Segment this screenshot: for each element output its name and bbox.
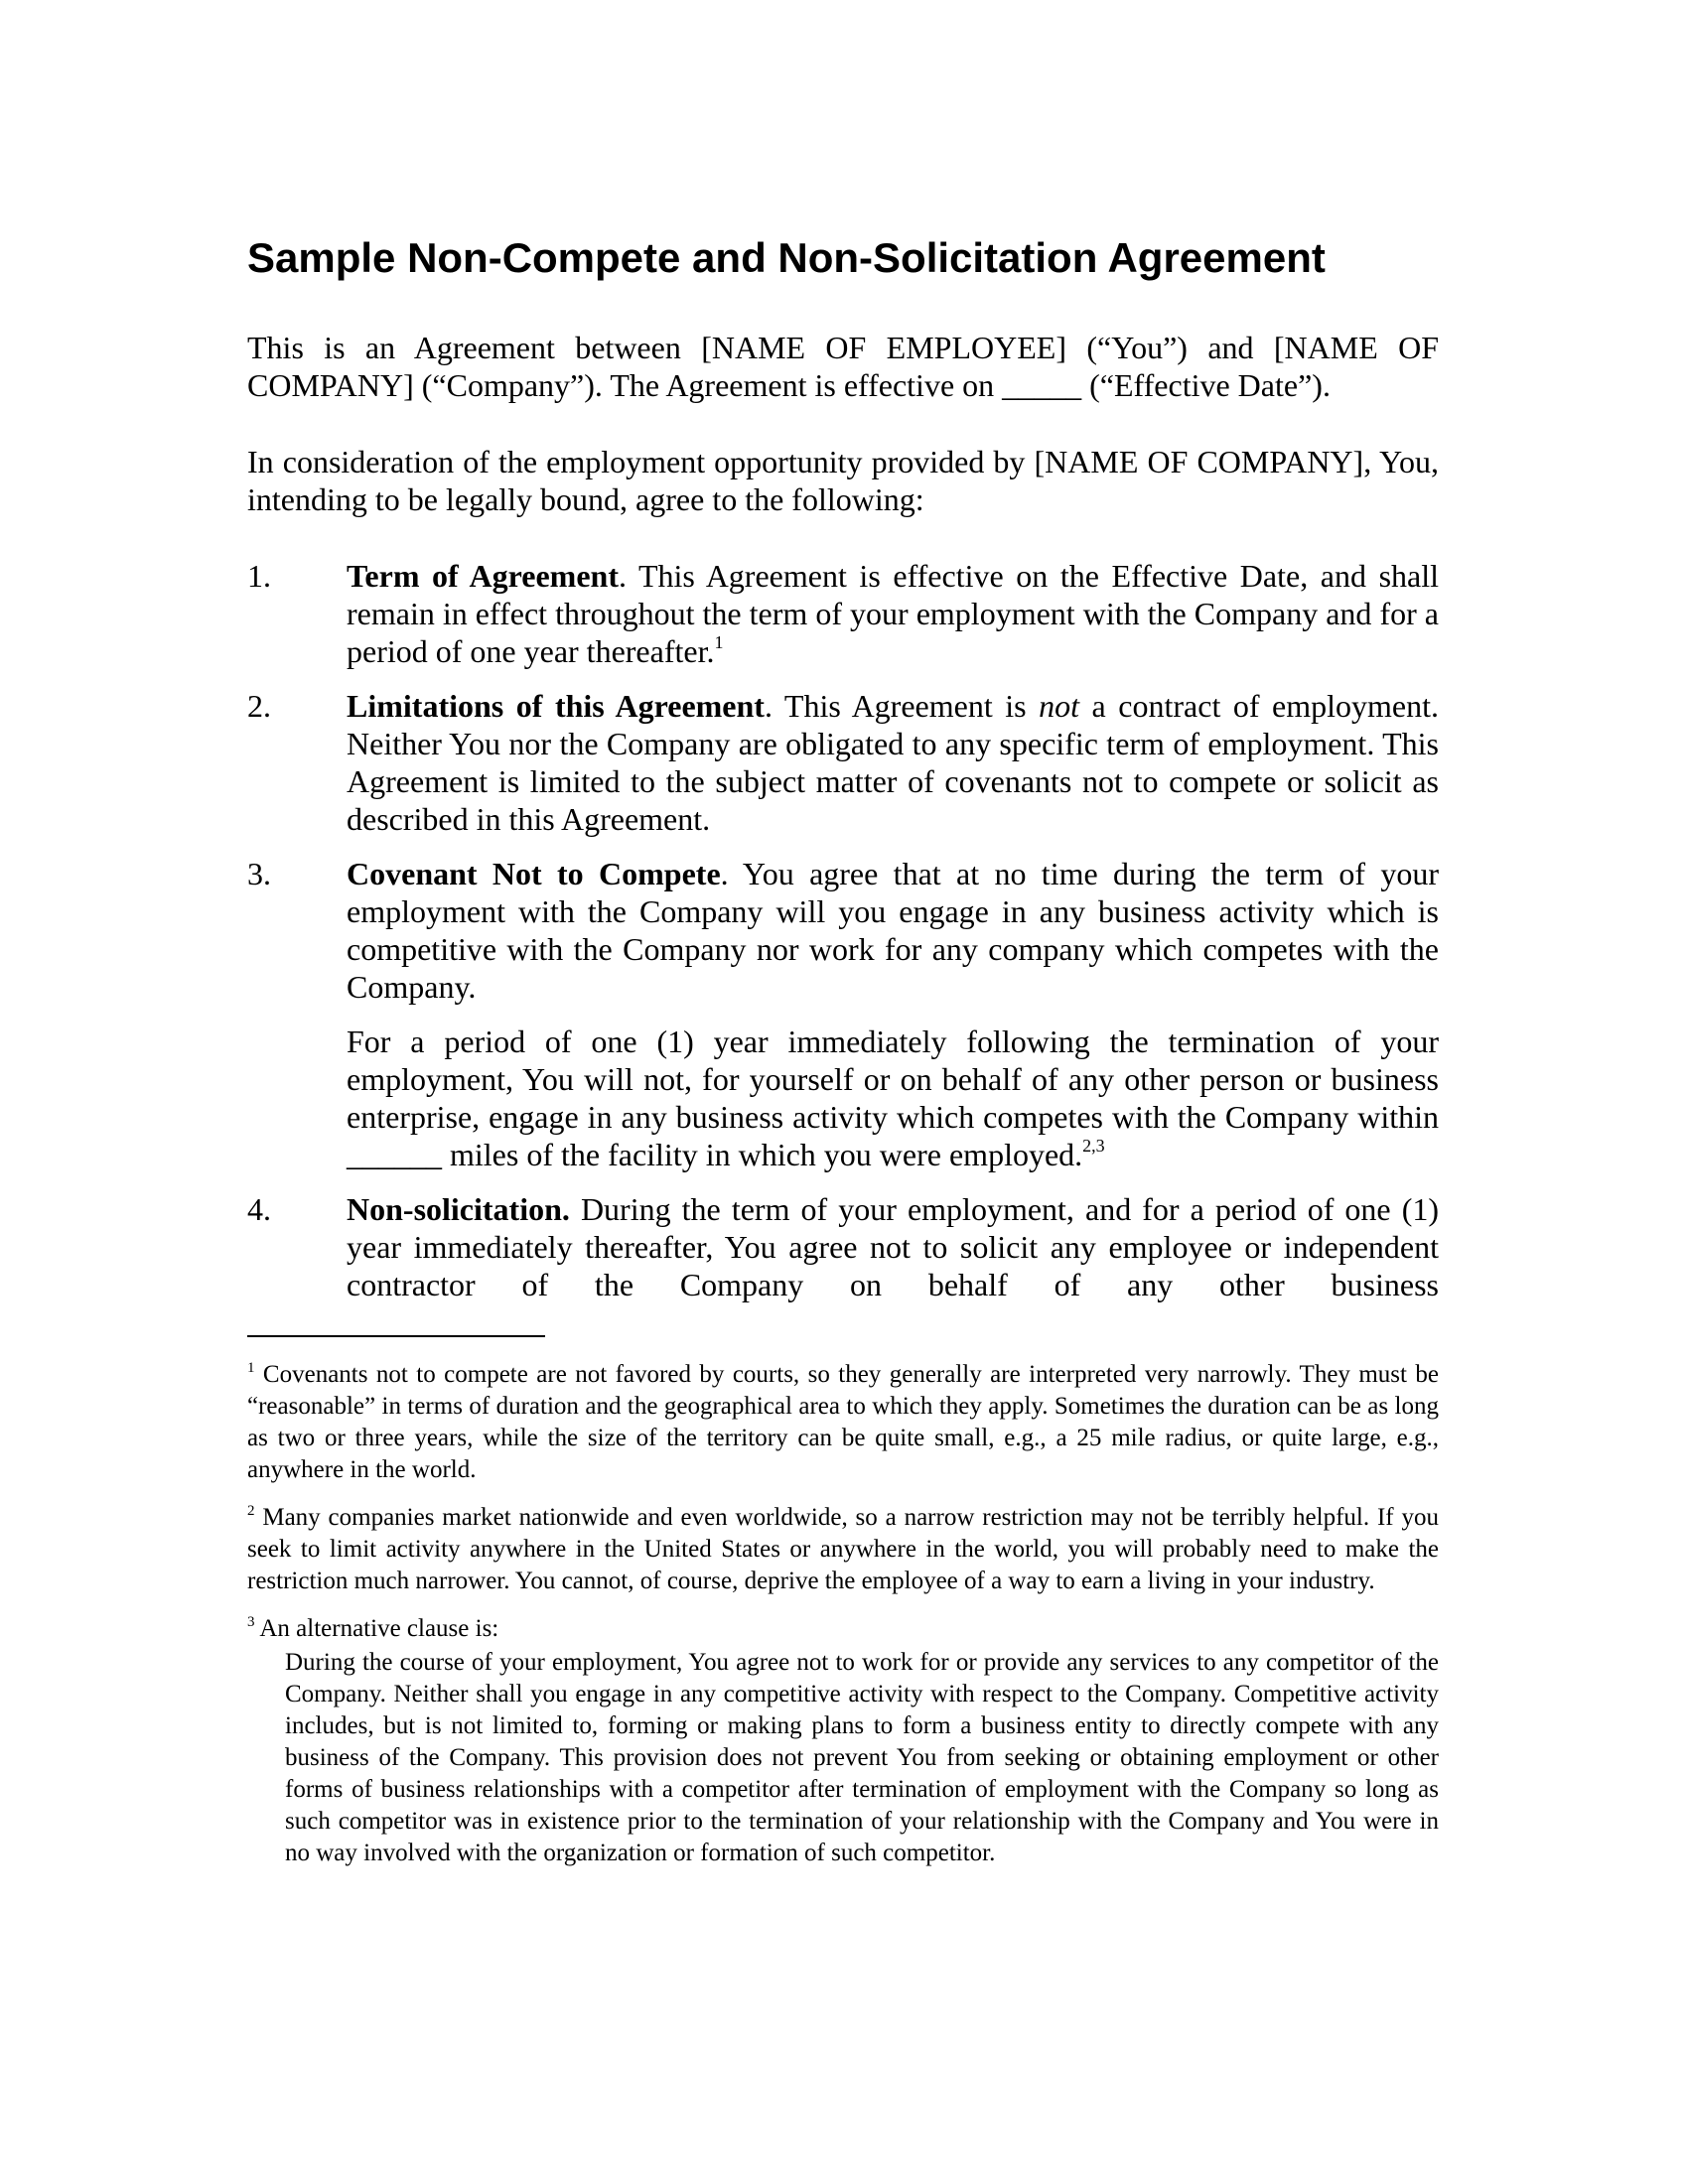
footnote-mark: 3 — [247, 1614, 255, 1630]
clause-number: 4. — [247, 1191, 271, 1227]
footnote-3 — [247, 1613, 1439, 1645]
clause-term-of-agreement — [247, 557, 1439, 670]
footnote-reference[interactable]: 1 — [714, 632, 724, 652]
clause-text: a contract of employment. Neither You nor the Company are obligated to any specific term of employment. This Agreement is limited to the subject matter of covenants not to compete or solicit as described in this Agreement. — [347, 688, 1440, 837]
clause-paragraph — [347, 557, 1439, 670]
clause-text: For a period of one (1) year immediately following the termination of your employment, You will not, for yourself or on behalf of any other person or business enterprise, engage in any business activity which competes with the Company within ______ miles of the facility in which you were employed. — [347, 1024, 1439, 1172]
footnote-mark: 2 — [247, 1503, 255, 1519]
clause-heading: Limitations of this Agreement — [347, 688, 765, 724]
intro-paragraph-parties: This is an Agreement between [NAME OF EMPLOYEE] (“You”) and [NAME OF COMPANY] (“Company”). The Agreement is effective on _____ (“Effective Date”). — [247, 330, 1439, 403]
footnote-text: Covenants not to compete are not favored by courts, so they generally are interpreted very narrowly. They must be “reasonable” in terms of duration and the geographical area to which they apply. Sometimes the duration can be as long as two or three years, while the size of the territory can be quite small, e.g., a 25 mile radius, or quite large, e.g., anywhere in the world. — [247, 1361, 1439, 1483]
clause-text: . You agree that at no time during the term of your employment with the Company will you engage in any business activity which is competitive with the Company nor work for any company which competes with the Company. — [347, 856, 1440, 1005]
clause-text: . This Agreement is effective on the Effective Date, and shall remain in effect throughout the term of your employment with the Company and for a period of one year thereafter. — [347, 558, 1440, 669]
clause-number: 2. — [247, 688, 271, 724]
clause-heading: Non-solicitation. — [347, 1191, 570, 1227]
clause-paragraph — [347, 1190, 1439, 1303]
footnotes-section — [247, 1335, 1439, 1869]
numbered-clauses — [247, 557, 1439, 1320]
clause-paragraph-post-termination — [347, 1023, 1439, 1173]
footnote-reference[interactable]: 2,3 — [1082, 1136, 1105, 1156]
clause-paragraph — [347, 687, 1439, 838]
footnote-separator — [247, 1335, 545, 1337]
document-title: Sample Non-Compete and Non-Solicitation Agreement — [247, 234, 1326, 281]
clause-text: . This Agreement is — [764, 688, 1040, 724]
clause-covenant-not-to-compete — [247, 855, 1439, 1173]
clause-limitations — [247, 687, 1439, 838]
footnote-mark: 1 — [247, 1360, 255, 1376]
clause-text: During the term of your employment, and for a period of one (1) year immediately thereafter, You agree not to solicit any employee or independent contractor of the Company on behalf of any other business — [347, 1191, 1439, 1302]
clause-number: 1. — [247, 558, 271, 594]
clause-heading: Covenant Not to Compete — [347, 856, 721, 891]
clause-number: 3. — [247, 856, 271, 891]
footnote-1 — [247, 1359, 1439, 1486]
clause-paragraph — [347, 855, 1439, 1006]
intro-paragraph-consideration: In consideration of the employment opportunity provided by [NAME OF COMPANY], You, intending to be legally bound, agree to the following: — [247, 444, 1439, 517]
footnote-text: Many companies market nationwide and even worldwide, so a narrow restriction may not be terribly helpful. If you seek to limit activity anywhere in the United States or anywhere in the world, you will probably need to make the restriction much narrower. You cannot, of course, deprive the employee of a way to earn a living in your industry. — [247, 1504, 1439, 1594]
clause-heading: Term of Agreement — [347, 558, 619, 594]
footnote-2 — [247, 1502, 1439, 1597]
clause-non-solicitation — [247, 1190, 1439, 1303]
clause-emphasis: not — [1039, 688, 1080, 724]
footnote-3-alternative-clause: During the course of your employment, You agree not to work for or provide any services to any competitor of the Company. Neither shall you engage in any competitive activity with respect to the Company. Competitive activity includes, but is not limited to, forming or making plans to form a business entity to directly compete with any business of the Company. This provision does not prevent You from seeking or obtaining employment or other forms of business relationships with a competitor after termination of employment with the Company so long as such competitor was in existence prior to the termination of your relationship with the Company and You were in no way involved with the organization or formation of such competitor. — [285, 1649, 1439, 1866]
footnote-text: An alternative clause is: — [254, 1615, 499, 1642]
